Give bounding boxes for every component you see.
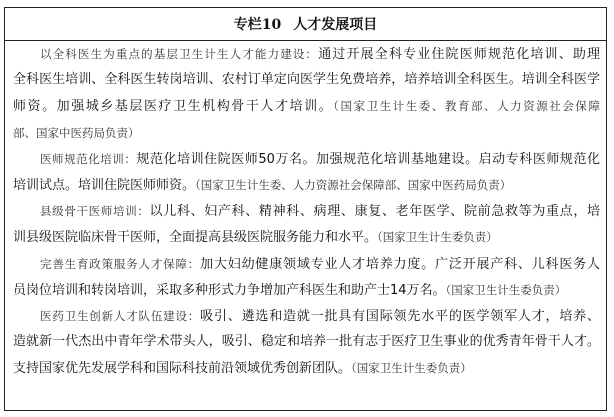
paragraph-line xyxy=(13,303,600,329)
paragraph-line xyxy=(13,329,600,355)
paragraph-line xyxy=(13,93,600,119)
paragraph-line xyxy=(13,251,600,277)
project-heading: 县级骨干医师培训： xyxy=(40,204,150,219)
project-box xyxy=(4,7,607,411)
project-heading: 完善生育政策服务人才保障： xyxy=(40,256,201,271)
project-paragraph xyxy=(13,251,600,303)
project-text: 培训试点。培训住院医师师资。 xyxy=(13,177,196,193)
paragraph-line xyxy=(13,120,600,146)
project-text: 吸引、遴选和造就一批具有国际领先水平的医学领军人才，培养、 xyxy=(200,308,600,324)
project-paragraph xyxy=(13,146,600,198)
project-heading: 医药卫生创新人才队伍建设： xyxy=(40,308,201,323)
responsible-agencies: （国家卫生计生委、人力资源社会保障部、国家中医药局负责） xyxy=(195,177,512,192)
project-text: 通过开展全科专业住院医师规范化培训、助理 xyxy=(318,47,600,62)
box-name: 人才发展项目 xyxy=(293,17,378,33)
project-text: 支持国家优先发展学科和国际科技前沿领域优秀创新团队。 xyxy=(13,361,352,377)
responsible-agencies: （国家卫生计生委、教育部、人力资源社会保障 xyxy=(333,99,600,114)
paragraph-line xyxy=(13,198,600,224)
paragraph-line xyxy=(13,67,600,93)
project-paragraph xyxy=(13,198,600,250)
responsible-agencies: （国家卫生计生委负责） xyxy=(445,282,567,297)
paragraph-line xyxy=(13,172,600,198)
paragraph-line xyxy=(13,224,600,250)
project-text: 训县级医院临床骨干医师，全面提高县级医院服务能力和水平。 xyxy=(13,230,378,246)
box-number: 专栏10 xyxy=(233,17,282,33)
project-text: 加大妇幼健康领域专业人才培养力度。广泛开展产科、儿科医务人 xyxy=(200,256,600,272)
project-heading: 以全科医生为重点的基层卫生计生人才能力建设： xyxy=(40,47,319,61)
responsible-agencies: （国家卫生计生委负责） xyxy=(351,361,472,376)
paragraph-line xyxy=(13,355,600,381)
box-title xyxy=(5,8,606,41)
responsible-agencies: 部、国家中医药局负责） xyxy=(13,125,140,140)
project-heading: 医师规范化培训： xyxy=(40,151,137,166)
paragraph-line xyxy=(13,277,600,303)
box-content xyxy=(5,41,606,381)
project-text: 规范化培训住院医师50万名。加强规范化培训基地建设。启动专科医师规范化 xyxy=(136,151,600,167)
project-paragraph xyxy=(13,41,600,146)
project-text: 全科医生培训、全科医生转岗培训、农村订单定向医学生免费培养，培养培训全科医生。培训全科医学 xyxy=(13,72,600,88)
project-paragraph xyxy=(13,303,600,382)
responsible-agencies: （国家卫生计生委负责） xyxy=(377,230,498,245)
paragraph-line xyxy=(13,146,600,172)
project-text: 员岗位培训和转岗培训，采取多种形式力争增加产科医生和助产士14万名。 xyxy=(13,282,446,298)
project-text: 师资。加强城乡基层医疗卫生机构骨干人才培训。 xyxy=(13,99,334,115)
paragraph-line xyxy=(13,41,600,67)
project-text: 造就新一代杰出中青年学术带头人，吸引、稳定和培养一批有志于医疗卫生事业的优秀青年骨干人才。 xyxy=(13,334,600,350)
project-text: 以儿科、妇产科、精神科、病理、康复、老年医学、院前急救等为重点，培 xyxy=(149,204,600,220)
